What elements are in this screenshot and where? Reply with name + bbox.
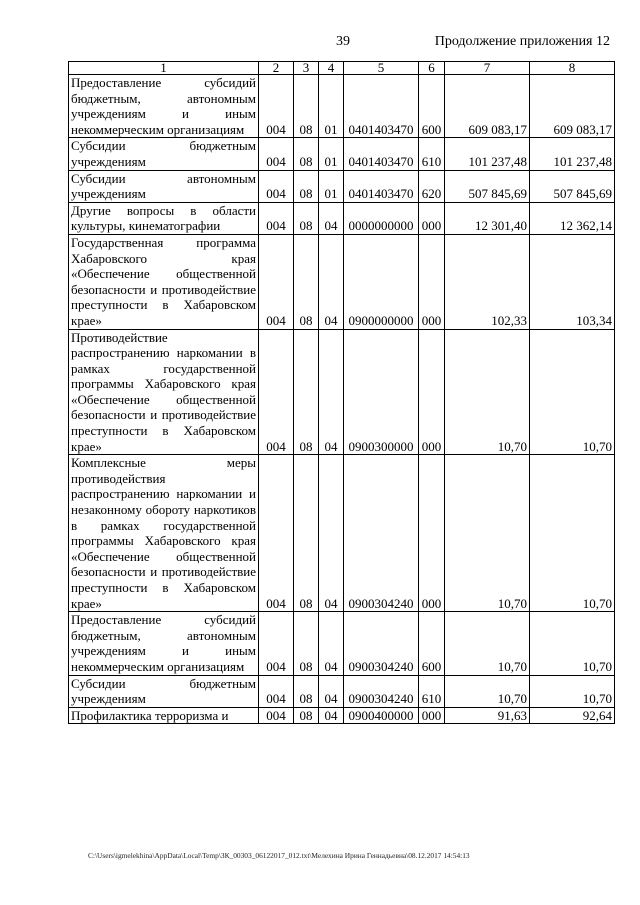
cell-subsection: 04 [319, 234, 344, 329]
cell-subsection: 04 [319, 329, 344, 455]
table-row [69, 234, 615, 329]
cell-ministry: 004 [259, 675, 294, 707]
cell-amount-year2: 101 237,48 [530, 138, 615, 170]
cell-expense-type: 000 [419, 455, 445, 612]
column-header: 1 [69, 62, 259, 75]
cell-section: 08 [294, 707, 319, 724]
cell-ministry: 004 [259, 707, 294, 724]
cell-section: 08 [294, 612, 319, 675]
cell-amount-year1: 101 237,48 [445, 138, 530, 170]
cell-name: Государственная программа Хабаровского края «Обеспечение общественной безопасности и противодействие преступности в Хабаровском крае» [69, 234, 259, 329]
column-header: 2 [259, 62, 294, 75]
cell-ministry: 004 [259, 170, 294, 202]
cell-target-article: 0900304240 [344, 675, 419, 707]
cell-subsection: 01 [319, 138, 344, 170]
cell-section: 08 [294, 234, 319, 329]
cell-subsection: 01 [319, 170, 344, 202]
cell-subsection: 04 [319, 612, 344, 675]
cell-name: Профилактика терроризма и [69, 707, 259, 724]
cell-amount-year2: 507 845,69 [530, 170, 615, 202]
cell-target-article: 0900400000 [344, 707, 419, 724]
page-number: 39 [336, 34, 350, 49]
cell-amount-year2: 92,64 [530, 707, 615, 724]
cell-ministry: 004 [259, 612, 294, 675]
cell-name: Предоставление субсидий бюджетным, автономным учреждениям и иным некоммерческим организациям [69, 75, 259, 138]
cell-section: 08 [294, 329, 319, 455]
column-header: 5 [344, 62, 419, 75]
table-row [69, 75, 615, 138]
table-row [69, 138, 615, 170]
cell-amount-year1: 507 845,69 [445, 170, 530, 202]
cell-amount-year1: 609 083,17 [445, 75, 530, 138]
table-row [69, 329, 615, 455]
column-header: 4 [319, 62, 344, 75]
cell-amount-year2: 12 362,14 [530, 202, 615, 234]
cell-name: Предоставление субсидий бюджетным, автономным учреждениям и иным некоммерческим организациям [69, 612, 259, 675]
cell-subsection: 01 [319, 75, 344, 138]
cell-amount-year2: 10,70 [530, 329, 615, 455]
cell-expense-type: 600 [419, 612, 445, 675]
cell-subsection: 04 [319, 202, 344, 234]
table-row [69, 612, 615, 675]
cell-subsection: 04 [319, 455, 344, 612]
cell-section: 08 [294, 75, 319, 138]
cell-section: 08 [294, 202, 319, 234]
cell-ministry: 004 [259, 202, 294, 234]
table-row [69, 455, 615, 612]
cell-subsection: 04 [319, 675, 344, 707]
cell-amount-year1: 102,33 [445, 234, 530, 329]
footer-file-path: C:\Users\igmelekhina\AppData\Local\Temp\ЗК_00303_06122017_012.txt\Мелехина Ирина Геннадьевна\08.12.2017 14:54:13 [88, 851, 470, 860]
cell-name: Субсидии бюджетным учреждениям [69, 138, 259, 170]
column-header: 8 [530, 62, 615, 75]
cell-target-article: 0900304240 [344, 612, 419, 675]
budget-table [68, 61, 615, 724]
header-row [69, 62, 615, 75]
cell-amount-year2: 103,34 [530, 234, 615, 329]
cell-expense-type: 000 [419, 707, 445, 724]
cell-target-article: 0000000000 [344, 202, 419, 234]
cell-subsection: 04 [319, 707, 344, 724]
cell-name: Противодействие распространению наркомании в рамках государственной программы Хабаровского края «Обеспечение общественной безопасности и противодействие преступности в Хабаровском крае» [69, 329, 259, 455]
cell-target-article: 0401403470 [344, 138, 419, 170]
cell-name: Субсидии автономным учреждениям [69, 170, 259, 202]
cell-section: 08 [294, 170, 319, 202]
table-row [69, 707, 615, 724]
column-header: 7 [445, 62, 530, 75]
cell-amount-year2: 10,70 [530, 675, 615, 707]
running-title: Продолжение приложения 12 [434, 34, 610, 49]
table-row [69, 675, 615, 707]
cell-expense-type: 610 [419, 675, 445, 707]
cell-amount-year1: 10,70 [445, 329, 530, 455]
cell-section: 08 [294, 138, 319, 170]
cell-amount-year2: 10,70 [530, 455, 615, 612]
cell-ministry: 004 [259, 138, 294, 170]
cell-target-article: 0900000000 [344, 234, 419, 329]
cell-section: 08 [294, 675, 319, 707]
cell-amount-year1: 10,70 [445, 675, 530, 707]
cell-amount-year1: 91,63 [445, 707, 530, 724]
cell-name: Комплексные меры противодействия распространению наркомании и незаконному обороту наркотиков в рамках государственной программы Хабаровского края «Обеспечение общественной безопасности и противодействие преступности в Хабаровском крае» [69, 455, 259, 612]
cell-target-article: 0401403470 [344, 170, 419, 202]
cell-ministry: 004 [259, 455, 294, 612]
cell-expense-type: 610 [419, 138, 445, 170]
cell-ministry: 004 [259, 329, 294, 455]
cell-ministry: 004 [259, 234, 294, 329]
cell-expense-type: 600 [419, 75, 445, 138]
cell-amount-year2: 609 083,17 [530, 75, 615, 138]
cell-expense-type: 620 [419, 170, 445, 202]
column-header: 6 [419, 62, 445, 75]
cell-expense-type: 000 [419, 329, 445, 455]
cell-expense-type: 000 [419, 202, 445, 234]
cell-target-article: 0401403470 [344, 75, 419, 138]
cell-amount-year1: 10,70 [445, 612, 530, 675]
cell-section: 08 [294, 455, 319, 612]
cell-amount-year1: 12 301,40 [445, 202, 530, 234]
cell-name: Субсидии бюджетным учреждениям [69, 675, 259, 707]
table-row [69, 202, 615, 234]
cell-ministry: 004 [259, 75, 294, 138]
cell-expense-type: 000 [419, 234, 445, 329]
column-header: 3 [294, 62, 319, 75]
cell-amount-year2: 10,70 [530, 612, 615, 675]
cell-target-article: 0900304240 [344, 455, 419, 612]
cell-name: Другие вопросы в области культуры, кинематографии [69, 202, 259, 234]
table-row [69, 170, 615, 202]
cell-amount-year1: 10,70 [445, 455, 530, 612]
cell-target-article: 0900300000 [344, 329, 419, 455]
